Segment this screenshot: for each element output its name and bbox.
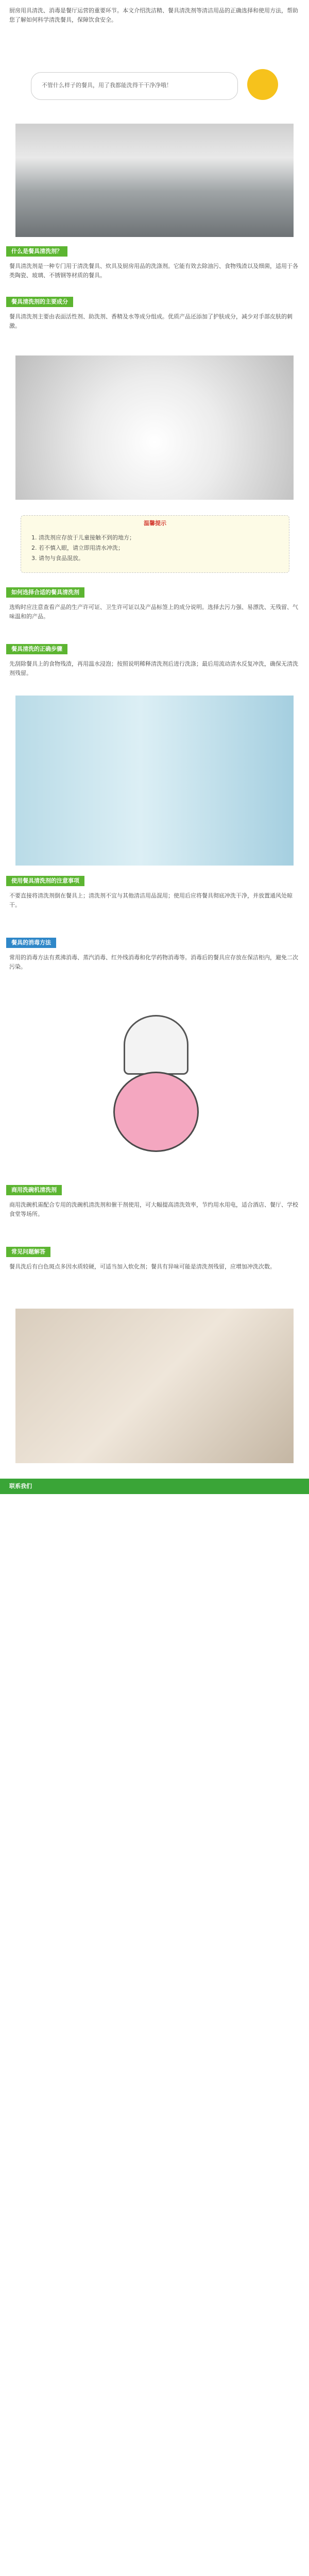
section-body-6: 常用的消毒方法有煮沸消毒、蒸汽消毒、红外线消毒和化学药物消毒等。消毒后的餐具应存放在保洁柜内，避免二次污染。 — [9, 954, 298, 970]
intro-block — [0, 4, 309, 35]
notes-box — [21, 515, 289, 573]
section-body-1: 餐具清洗剂是一种专门用于清洗餐具、炊具及厨房用品的洗涤剂。它能有效去除油污、食物残渣以及细菌，适用于各类陶瓷、玻璃、不锈钢等材质的餐具。 — [9, 263, 298, 279]
section-title-6: 餐具的消毒方法 — [6, 938, 56, 948]
woman-holding-plate-photo — [15, 696, 294, 866]
section-title-3: 如何选择合适的餐具清洗剂 — [6, 587, 84, 598]
intro-text: 厨房用具清洗、消毒是餐厅运营的重要环节。本文介绍洗洁精、餐具清洗剂等清洁用品的正确选择和使用方法，帮助您了解如何科学清洗餐具，保障饮食安全。 — [9, 7, 298, 23]
notes-line-3: 3. 请勿与食品混放。 — [31, 555, 84, 562]
section-body-8: 餐具洗后有白色斑点多因水质较硬，可适当加入软化剂；餐具有异味可能是清洗剂残留，应增加冲洗次数。 — [9, 1263, 276, 1270]
footer-bar — [0, 1479, 309, 1494]
footer-title: 联系我们 — [9, 1483, 32, 1489]
speech-bubble — [31, 72, 238, 100]
plates-photo — [15, 355, 294, 500]
section-title-7: 商用洗碗机清洗剂 — [6, 1185, 62, 1195]
section-body-7: 商用洗碗机需配合专用的洗碗机清洗剂和催干剂使用，可大幅提高清洗效率，节约用水用电，适合酒店、餐厅、学校食堂等场所。 — [9, 1201, 298, 1217]
notes-line-2: 2. 若不慎入眼，请立即用清水冲洗； — [31, 545, 124, 551]
mascot-illustration — [15, 1005, 294, 1175]
section-body-2: 餐具清洗剂主要由表面活性剂、助洗剂、香精及水等成分组成。优质产品还添加了护肤成分，减少对手部皮肤的刺激。 — [9, 313, 293, 329]
section-title-4: 餐具清洗的正确步骤 — [6, 644, 67, 654]
speech-bubble-text: 不管什么样子的餐具，用了我都能洗得干干净净哦！ — [42, 82, 172, 89]
section-body-5: 不要直接将清洗剂倒在餐具上；清洗剂不宜与其他清洁用品混用；使用后应将餐具彻底冲洗干净，并放置通风处晾干。 — [9, 892, 293, 908]
speech-bubble-block — [0, 67, 309, 108]
section-body-3: 选购时应注意查看产品的生产许可证、卫生许可证以及产品标签上的成分说明。选择去污力强、易漂洗、无残留、气味温和的产品。 — [9, 604, 298, 620]
smiley-icon — [247, 69, 278, 100]
mascot-plate-stack-icon — [124, 1015, 188, 1075]
section-title-1: 什么是餐具清洗剂？ — [6, 246, 67, 257]
kitchen-photo — [15, 124, 294, 237]
notes-title: 温馨提示 — [144, 520, 166, 527]
family-photo — [15, 1309, 294, 1463]
section-body-4: 先刮除餐具上的食物残渣，再用温水浸泡；按照说明稀释清洗剂后进行洗涤；最后用流动清水反复冲洗，确保无清洗剂残留。 — [9, 660, 298, 676]
mascot-character-icon — [113, 1072, 199, 1152]
section-title-2: 餐具清洗剂的主要成分 — [6, 297, 73, 307]
notes-line-1: 1. 清洗剂应存放于儿童接触不到的地方； — [31, 534, 135, 541]
section-title-8: 常见问题解答 — [6, 1247, 50, 1257]
section-title-5: 使用餐具清洗剂的注意事项 — [6, 876, 84, 886]
